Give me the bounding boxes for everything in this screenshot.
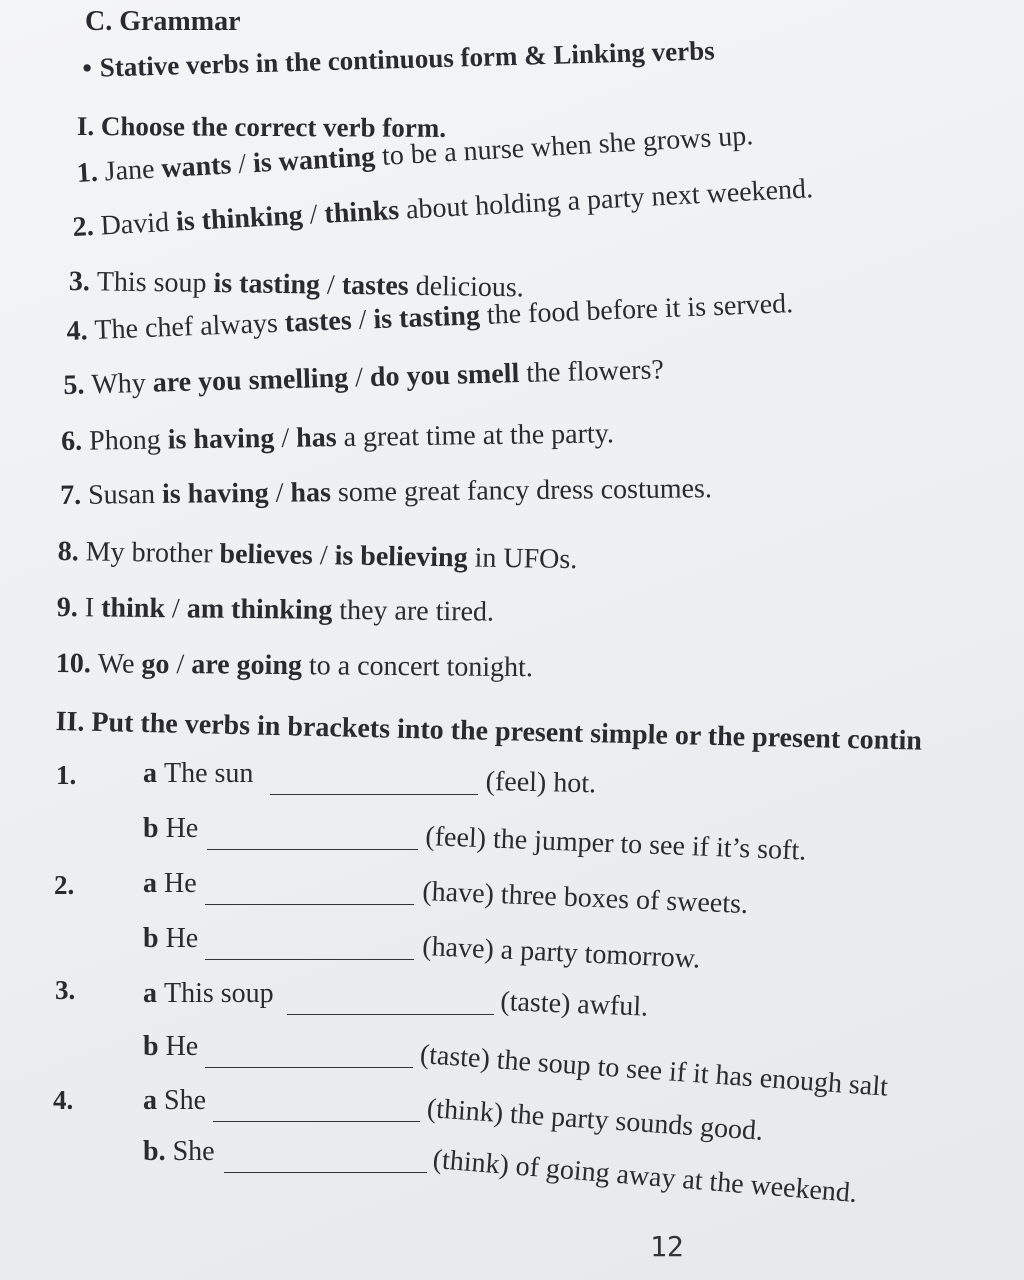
sentence-start: [143, 925, 198, 953]
sentence-subject: The sun: [164, 758, 254, 789]
verb-option: is tasting: [213, 268, 321, 301]
sentence-rest: (have) three boxes of sweets.: [421, 876, 749, 921]
option-separator: /: [319, 269, 343, 301]
verb-option: tastes: [284, 305, 353, 339]
verb-option: is thinking: [175, 199, 304, 238]
sentence-start: [143, 1087, 206, 1115]
sentence-start: [143, 1033, 198, 1061]
sentence-start: [143, 1138, 215, 1166]
question-item: [63, 356, 664, 400]
sentence-rest: (think) the party sounds good.: [426, 1093, 765, 1147]
sentence-subject: She: [164, 1085, 206, 1116]
item-rest: the food before it is served.: [479, 288, 794, 332]
question-item: [57, 594, 494, 627]
question-item: [72, 175, 814, 242]
item-rest: the flowers?: [518, 354, 665, 390]
item-subject: Jane: [103, 153, 163, 188]
question-item: [56, 650, 533, 682]
sentence-label: b.: [143, 1136, 173, 1167]
sentence-label: a: [143, 868, 164, 899]
verb-option: is wanting: [252, 141, 376, 180]
verb-option: tastes: [341, 269, 409, 302]
item-subject: My brother: [85, 536, 220, 570]
sentence-rest: (taste) the soup to see if it has enough salt: [418, 1039, 889, 1103]
option-separator: /: [301, 198, 326, 231]
verb-option: wants: [160, 149, 233, 185]
item-subject: I: [84, 592, 102, 624]
item-subject: The chef always: [93, 307, 286, 346]
item-number: 2.: [71, 210, 102, 243]
verb-option: thinks: [323, 194, 400, 230]
sentence-label: b: [143, 813, 166, 844]
item-number: 6.: [60, 425, 90, 457]
question-item: [61, 420, 614, 456]
item-rest: in UFOs.: [467, 542, 578, 576]
sentence-subject: He: [165, 813, 199, 844]
option-separator: /: [347, 361, 371, 394]
sentence-rest: (think) of going away at the weekend.: [431, 1144, 859, 1210]
option-separator: /: [312, 540, 335, 572]
section-title: C. Grammar: [85, 6, 241, 37]
verb-option: are going: [191, 649, 303, 682]
item-rest: they are tired.: [332, 594, 495, 628]
answer-blank[interactable]: [205, 959, 414, 960]
answer-blank[interactable]: [207, 849, 418, 850]
verb-option: has: [295, 422, 337, 454]
sentence-start: [143, 815, 198, 843]
exercise-number: 1.: [56, 760, 77, 790]
exercise-number: 3.: [55, 975, 76, 1005]
item-rest: some great fancy dress costumes.: [330, 473, 713, 509]
page-number: 12: [650, 1230, 684, 1263]
item-subject: We: [97, 648, 142, 680]
sentence-label: b: [143, 923, 166, 954]
verb-option: believes: [219, 538, 314, 572]
verb-option: is having: [161, 477, 269, 510]
item-number: 3.: [68, 266, 98, 298]
item-number: 1.: [75, 156, 106, 189]
sentence-label: a: [143, 1085, 164, 1116]
sentence-subject: She: [172, 1136, 215, 1167]
verb-option: is believing: [334, 540, 468, 574]
item-rest: about holding a party next weekend.: [398, 173, 814, 226]
answer-blank[interactable]: [213, 1121, 420, 1122]
item-number: 5.: [62, 369, 92, 401]
item-number: 4.: [65, 314, 96, 347]
item-rest: to be a nurse when she grows up.: [374, 120, 754, 173]
option-separator: /: [268, 477, 291, 509]
item-rest: to a concert tonight.: [301, 650, 534, 684]
verb-option: is having: [167, 423, 275, 456]
verb-option: go: [141, 648, 170, 680]
part2-heading: II. Put the verbs in brackets into the present simple or the present contin: [55, 706, 923, 757]
item-number: 8.: [57, 536, 87, 568]
question-item: [69, 268, 524, 302]
item-subject: Susan: [87, 478, 163, 511]
sentence-rest: (feel) hot.: [485, 766, 597, 800]
section-topic: [82, 37, 715, 82]
option-separator: /: [164, 593, 187, 625]
sentence-rest: (feel) the jumper to see if it’s soft.: [424, 821, 807, 867]
sentence-start: [143, 760, 253, 788]
verb-option: are you smelling: [152, 362, 349, 399]
sentence-label: a: [143, 978, 164, 1009]
sentence-label: a: [143, 758, 164, 789]
item-subject: This soup: [96, 266, 214, 300]
item-number: 10.: [55, 648, 99, 680]
option-separator: /: [351, 304, 375, 337]
verb-option: has: [290, 477, 332, 509]
verb-option: think: [101, 592, 166, 625]
item-subject: David: [99, 206, 177, 242]
answer-blank[interactable]: [287, 1014, 494, 1015]
item-subject: Why: [90, 367, 154, 401]
verb-option: am thinking: [186, 593, 333, 626]
sentence-rest: (have) a party tomorrow.: [421, 931, 701, 975]
answer-blank[interactable]: [205, 904, 414, 905]
verb-option: is tasting: [372, 300, 481, 336]
option-separator: /: [274, 422, 297, 455]
answer-blank[interactable]: [224, 1172, 427, 1173]
part1-heading: I. Choose the correct verb form.: [76, 111, 447, 143]
answer-blank[interactable]: [205, 1067, 413, 1068]
item-rest: a great time at the party.: [336, 418, 615, 454]
sentence-subject: He: [165, 923, 199, 954]
option-separator: /: [169, 648, 192, 681]
verb-option: do you smell: [369, 358, 520, 393]
sentence-start: [143, 980, 274, 1008]
answer-blank[interactable]: [270, 794, 478, 795]
item-rest: delicious.: [408, 270, 524, 304]
topic-text: Stative verbs in the continuous form & Linking verbs: [99, 35, 716, 83]
item-number: 9.: [56, 592, 86, 624]
item-number: 7.: [59, 479, 89, 511]
sentence-subject: He: [165, 1031, 199, 1062]
sentence-label: b: [143, 1031, 166, 1062]
sentence-subject: This soup: [164, 978, 274, 1009]
bullet-icon: •: [81, 52, 93, 83]
option-separator: /: [230, 148, 254, 181]
exercise-number: 4.: [53, 1085, 74, 1115]
question-item: [60, 475, 712, 510]
question-item: [58, 538, 578, 574]
sentence-rest: (taste) awful.: [499, 986, 649, 1023]
exercise-number: 2.: [54, 870, 75, 900]
sentence-subject: He: [164, 868, 197, 899]
item-subject: Phong: [88, 424, 168, 457]
sentence-start: [143, 870, 197, 898]
